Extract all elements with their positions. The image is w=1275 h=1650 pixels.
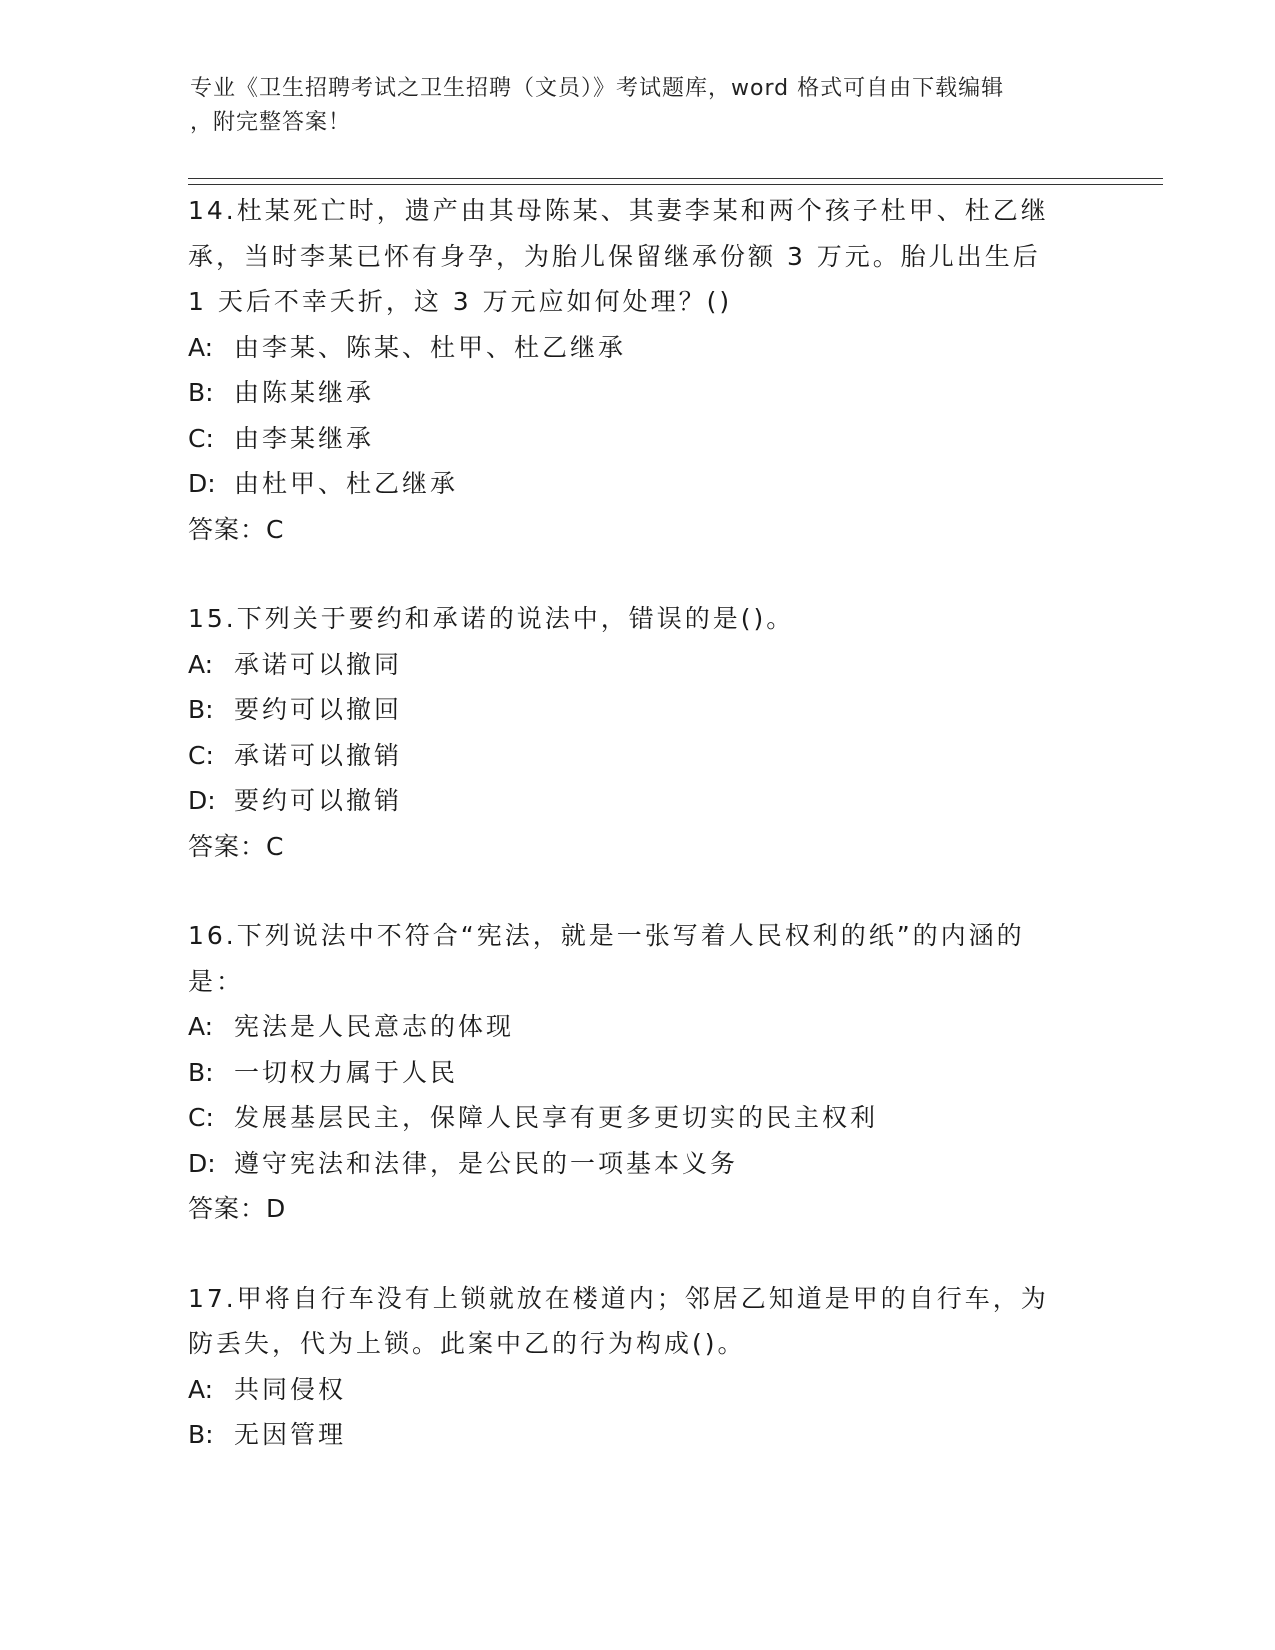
question-stem-line: 15.下列关于要约和承诺的说法中，错误的是()。 bbox=[188, 604, 795, 633]
option-letter: C: bbox=[188, 423, 214, 453]
answer-line: 答案：D bbox=[188, 1194, 287, 1223]
option-text: 要约可以撤回 bbox=[234, 695, 403, 724]
option-letter: B: bbox=[188, 1420, 214, 1449]
question-stem-line: 1 天后不幸夭折，这 3 万元应如何处理？() bbox=[188, 287, 733, 316]
answer-line: 答案：C bbox=[188, 514, 285, 544]
option-letter: D: bbox=[188, 786, 216, 815]
option-d bbox=[188, 1141, 1088, 1187]
option-b bbox=[188, 1412, 1088, 1458]
option-d bbox=[188, 778, 1088, 824]
question-15 bbox=[188, 596, 1088, 869]
option-a bbox=[188, 1004, 1088, 1050]
option-text: 由杜甲、杜乙继承 bbox=[234, 469, 459, 498]
option-letter: D: bbox=[188, 469, 216, 498]
question-stem-line: 防丢失，代为上锁。此案中乙的行为构成()。 bbox=[188, 1329, 746, 1358]
question-stem-line: 14.杜某死亡时，遗产由其母陈某、其妻李某和两个孩子杜甲、杜乙继 bbox=[188, 196, 1049, 225]
option-letter: B: bbox=[188, 1057, 214, 1087]
option-letter: A: bbox=[188, 1374, 214, 1404]
option-letter: A: bbox=[188, 1012, 214, 1041]
document-header bbox=[190, 72, 1090, 140]
header-line: 专业《卫生招聘考试之卫生招聘（文员）》考试题库，word 格式可自由下载编辑 bbox=[190, 76, 1005, 101]
option-letter: C: bbox=[188, 1103, 214, 1132]
option-letter: B: bbox=[188, 378, 214, 407]
option-letter: A: bbox=[188, 649, 214, 679]
option-text: 宪法是人民意志的体现 bbox=[234, 1012, 515, 1041]
option-text: 遵守宪法和法律，是公民的一项基本义务 bbox=[234, 1148, 739, 1178]
option-c bbox=[188, 416, 1088, 462]
answer-line: 答案：C bbox=[188, 831, 285, 861]
header-divider bbox=[188, 178, 1163, 185]
option-b bbox=[188, 687, 1088, 733]
question-stem-line: 16.下列说法中不符合“宪法，就是一张写着人民权利的纸”的内涵的 bbox=[188, 921, 1025, 950]
question-stem-line: 承，当时李某已怀有身孕，为胎儿保留继承份额 3 万元。胎儿出生后 bbox=[188, 241, 1041, 271]
option-text: 共同侵权 bbox=[234, 1374, 347, 1404]
option-text: 要约可以撤销 bbox=[234, 786, 403, 815]
option-b bbox=[188, 370, 1088, 416]
option-text: 由李某继承 bbox=[234, 423, 375, 453]
option-a bbox=[188, 1367, 1088, 1413]
option-c bbox=[188, 733, 1088, 779]
option-letter: C: bbox=[188, 740, 214, 770]
option-text: 承诺可以撤销 bbox=[234, 740, 403, 770]
option-text: 由陈某继承 bbox=[234, 378, 375, 407]
question-stem-line: 是： bbox=[188, 966, 245, 996]
option-text: 承诺可以撤同 bbox=[234, 649, 403, 679]
option-text: 一切权力属于人民 bbox=[234, 1057, 459, 1087]
question-14 bbox=[188, 188, 1088, 552]
option-c bbox=[188, 1095, 1088, 1141]
option-letter: D: bbox=[188, 1148, 216, 1178]
option-text: 发展基层民主，保障人民享有更多更切实的民主权利 bbox=[234, 1103, 879, 1132]
option-text: 由李某、陈某、杜甲、杜乙继承 bbox=[234, 332, 627, 362]
option-a bbox=[188, 642, 1088, 688]
option-letter: A: bbox=[188, 332, 214, 362]
option-a bbox=[188, 325, 1088, 371]
option-b bbox=[188, 1050, 1088, 1096]
option-text: 无因管理 bbox=[234, 1420, 347, 1449]
option-letter: B: bbox=[188, 695, 214, 724]
question-list bbox=[188, 188, 1088, 1502]
option-d bbox=[188, 461, 1088, 507]
question-stem-line: 17.甲将自行车没有上锁就放在楼道内；邻居乙知道是甲的自行车，为 bbox=[188, 1283, 1049, 1313]
header-line: ，附完整答案！ bbox=[190, 110, 352, 135]
question-17 bbox=[188, 1276, 1088, 1458]
question-16 bbox=[188, 913, 1088, 1232]
